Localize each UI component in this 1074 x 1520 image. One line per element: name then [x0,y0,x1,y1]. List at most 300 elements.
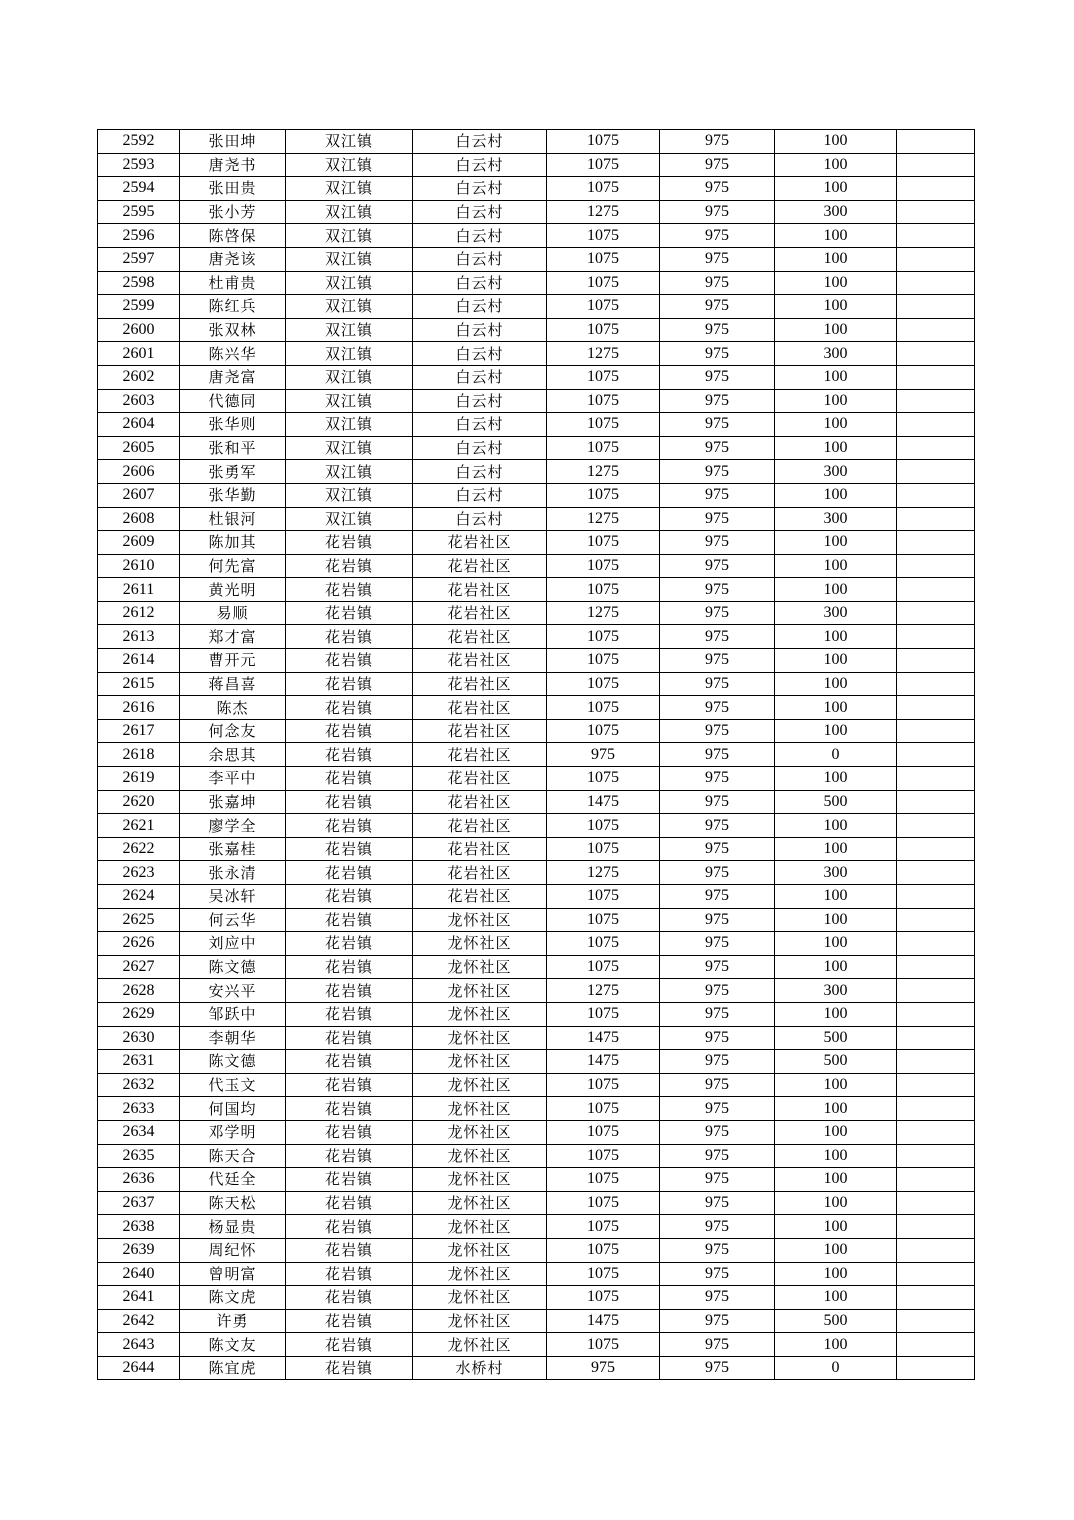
difference-cell: 500 [775,1026,897,1050]
amount-b-cell: 975 [660,861,775,885]
table-row [98,247,975,271]
table-row [98,460,975,484]
remark-cell [897,1262,975,1286]
remark-cell [897,743,975,767]
table-row [98,601,975,625]
difference-cell: 100 [775,1191,897,1215]
town-cell: 花岩镇 [286,837,413,861]
remark-cell [897,1002,975,1026]
amount-a-cell: 1075 [547,1120,660,1144]
table-row [98,1238,975,1262]
table-row [98,955,975,979]
remark-cell [897,1144,975,1168]
name-cell: 何先富 [180,554,286,578]
name-cell: 安兴平 [180,979,286,1003]
remark-cell [897,1333,975,1357]
amount-b-cell: 975 [660,578,775,602]
difference-cell: 100 [775,389,897,413]
town-cell: 双江镇 [286,295,413,319]
difference-cell: 100 [775,483,897,507]
remark-cell [897,389,975,413]
difference-cell: 100 [775,1120,897,1144]
difference-cell: 100 [775,1238,897,1262]
amount-a-cell: 1075 [547,436,660,460]
remark-cell [897,531,975,555]
amount-a-cell: 1075 [547,365,660,389]
amount-b-cell: 975 [660,1262,775,1286]
serial-number-cell: 2644 [98,1356,180,1380]
name-cell: 周纪怀 [180,1238,286,1262]
town-cell: 花岩镇 [286,1215,413,1239]
village-cell: 花岩社区 [413,861,547,885]
name-cell: 张田贵 [180,177,286,201]
amount-a-cell: 1075 [547,672,660,696]
name-cell: 何国均 [180,1097,286,1121]
remark-cell [897,861,975,885]
village-cell: 白云村 [413,460,547,484]
table-row [98,531,975,555]
town-cell: 花岩镇 [286,719,413,743]
amount-a-cell: 1475 [547,790,660,814]
difference-cell: 300 [775,200,897,224]
town-cell: 双江镇 [286,413,413,437]
table-row [98,1144,975,1168]
remark-cell [897,601,975,625]
amount-a-cell: 1075 [547,554,660,578]
town-cell: 花岩镇 [286,932,413,956]
town-cell: 花岩镇 [286,1309,413,1333]
town-cell: 花岩镇 [286,908,413,932]
remark-cell [897,365,975,389]
remark-cell [897,1191,975,1215]
difference-cell: 300 [775,507,897,531]
table-row [98,295,975,319]
village-cell: 龙怀社区 [413,1120,547,1144]
village-cell: 白云村 [413,365,547,389]
town-cell: 双江镇 [286,247,413,271]
difference-cell: 100 [775,1262,897,1286]
serial-number-cell: 2628 [98,979,180,1003]
remark-cell [897,507,975,531]
amount-a-cell: 1075 [547,224,660,248]
difference-cell: 100 [775,649,897,673]
village-cell: 龙怀社区 [413,1262,547,1286]
village-cell: 白云村 [413,507,547,531]
amount-a-cell: 1075 [547,719,660,743]
difference-cell: 300 [775,342,897,366]
remark-cell [897,932,975,956]
amount-a-cell: 1075 [547,130,660,154]
difference-cell: 100 [775,1073,897,1097]
village-cell: 龙怀社区 [413,979,547,1003]
amount-b-cell: 975 [660,743,775,767]
difference-cell: 100 [775,130,897,154]
name-cell: 张田坤 [180,130,286,154]
amount-b-cell: 975 [660,271,775,295]
difference-cell: 100 [775,814,897,838]
difference-cell: 100 [775,932,897,956]
amount-b-cell: 975 [660,1191,775,1215]
difference-cell: 100 [775,554,897,578]
village-cell: 花岩社区 [413,625,547,649]
difference-cell: 0 [775,743,897,767]
village-cell: 龙怀社区 [413,1097,547,1121]
amount-a-cell: 1075 [547,885,660,909]
serial-number-cell: 2609 [98,531,180,555]
roster-table [97,129,975,1380]
amount-a-cell: 1075 [547,247,660,271]
amount-b-cell: 975 [660,365,775,389]
village-cell: 龙怀社区 [413,908,547,932]
town-cell: 双江镇 [286,460,413,484]
table-row [98,790,975,814]
amount-a-cell: 1075 [547,1286,660,1310]
table-row [98,436,975,460]
village-cell: 白云村 [413,483,547,507]
table-row [98,1309,975,1333]
table-row [98,1191,975,1215]
amount-b-cell: 975 [660,295,775,319]
village-cell: 白云村 [413,247,547,271]
name-cell: 曹开元 [180,649,286,673]
amount-b-cell: 975 [660,507,775,531]
amount-b-cell: 975 [660,389,775,413]
table-row [98,389,975,413]
difference-cell: 500 [775,1309,897,1333]
amount-a-cell: 975 [547,743,660,767]
remark-cell [897,979,975,1003]
serial-number-cell: 2612 [98,601,180,625]
table-row [98,1215,975,1239]
table-row [98,979,975,1003]
village-cell: 龙怀社区 [413,1026,547,1050]
table-row [98,743,975,767]
village-cell: 白云村 [413,318,547,342]
town-cell: 花岩镇 [286,885,413,909]
amount-a-cell: 1075 [547,932,660,956]
table-row [98,1286,975,1310]
amount-b-cell: 975 [660,837,775,861]
amount-a-cell: 1275 [547,861,660,885]
amount-a-cell: 1075 [547,271,660,295]
amount-b-cell: 975 [660,460,775,484]
village-cell: 龙怀社区 [413,1002,547,1026]
table-row [98,1073,975,1097]
village-cell: 花岩社区 [413,885,547,909]
name-cell: 黄光明 [180,578,286,602]
serial-number-cell: 2633 [98,1097,180,1121]
amount-b-cell: 975 [660,625,775,649]
amount-b-cell: 975 [660,1356,775,1380]
village-cell: 白云村 [413,436,547,460]
remark-cell [897,672,975,696]
table-row [98,1120,975,1144]
amount-a-cell: 1475 [547,1050,660,1074]
town-cell: 双江镇 [286,200,413,224]
serial-number-cell: 2592 [98,130,180,154]
remark-cell [897,696,975,720]
serial-number-cell: 2626 [98,932,180,956]
amount-a-cell: 1075 [547,1215,660,1239]
name-cell: 陈宜虎 [180,1356,286,1380]
difference-cell: 100 [775,1286,897,1310]
amount-a-cell: 1075 [547,1002,660,1026]
amount-a-cell: 1275 [547,601,660,625]
serial-number-cell: 2610 [98,554,180,578]
difference-cell: 100 [775,672,897,696]
remark-cell [897,885,975,909]
remark-cell [897,908,975,932]
name-cell: 唐尧富 [180,365,286,389]
serial-number-cell: 2623 [98,861,180,885]
table-row [98,672,975,696]
table-row [98,153,975,177]
table-row [98,696,975,720]
serial-number-cell: 2641 [98,1286,180,1310]
name-cell: 曾明富 [180,1262,286,1286]
table-row [98,507,975,531]
difference-cell: 100 [775,365,897,389]
amount-a-cell: 1075 [547,814,660,838]
amount-b-cell: 975 [660,979,775,1003]
town-cell: 花岩镇 [286,672,413,696]
amount-b-cell: 975 [660,1215,775,1239]
town-cell: 双江镇 [286,389,413,413]
serial-number-cell: 2632 [98,1073,180,1097]
name-cell: 邓学明 [180,1120,286,1144]
serial-number-cell: 2598 [98,271,180,295]
serial-number-cell: 2615 [98,672,180,696]
serial-number-cell: 2631 [98,1050,180,1074]
remark-cell [897,767,975,791]
village-cell: 花岩社区 [413,719,547,743]
remark-cell [897,1286,975,1310]
amount-a-cell: 1075 [547,389,660,413]
remark-cell [897,1120,975,1144]
difference-cell: 300 [775,861,897,885]
amount-b-cell: 975 [660,554,775,578]
village-cell: 白云村 [413,271,547,295]
difference-cell: 100 [775,908,897,932]
serial-number-cell: 2608 [98,507,180,531]
amount-b-cell: 975 [660,790,775,814]
difference-cell: 100 [775,1097,897,1121]
serial-number-cell: 2618 [98,743,180,767]
town-cell: 花岩镇 [286,649,413,673]
amount-a-cell: 1075 [547,1073,660,1097]
amount-a-cell: 1075 [547,1262,660,1286]
difference-cell: 100 [775,436,897,460]
amount-a-cell: 1075 [547,1168,660,1192]
serial-number-cell: 2629 [98,1002,180,1026]
town-cell: 双江镇 [286,436,413,460]
remark-cell [897,342,975,366]
serial-number-cell: 2595 [98,200,180,224]
town-cell: 花岩镇 [286,1356,413,1380]
amount-b-cell: 975 [660,1238,775,1262]
remark-cell [897,1238,975,1262]
table-row [98,837,975,861]
serial-number-cell: 2639 [98,1238,180,1262]
name-cell: 陈天松 [180,1191,286,1215]
amount-b-cell: 975 [660,200,775,224]
name-cell: 陈红兵 [180,295,286,319]
village-cell: 白云村 [413,177,547,201]
amount-b-cell: 975 [660,130,775,154]
name-cell: 张小芳 [180,200,286,224]
town-cell: 双江镇 [286,153,413,177]
amount-a-cell: 1475 [547,1026,660,1050]
serial-number-cell: 2642 [98,1309,180,1333]
amount-a-cell: 1075 [547,696,660,720]
amount-a-cell: 1075 [547,955,660,979]
remark-cell [897,1026,975,1050]
town-cell: 双江镇 [286,318,413,342]
town-cell: 花岩镇 [286,1097,413,1121]
difference-cell: 100 [775,1333,897,1357]
amount-a-cell: 1075 [547,1191,660,1215]
remark-cell [897,130,975,154]
amount-b-cell: 975 [660,672,775,696]
village-cell: 花岩社区 [413,696,547,720]
amount-a-cell: 1075 [547,578,660,602]
table-row [98,130,975,154]
village-cell: 花岩社区 [413,814,547,838]
table-row [98,342,975,366]
town-cell: 花岩镇 [286,1002,413,1026]
difference-cell: 100 [775,413,897,437]
difference-cell: 300 [775,601,897,625]
serial-number-cell: 2593 [98,153,180,177]
serial-number-cell: 2634 [98,1120,180,1144]
town-cell: 花岩镇 [286,1120,413,1144]
serial-number-cell: 2594 [98,177,180,201]
village-cell: 龙怀社区 [413,1073,547,1097]
village-cell: 水桥村 [413,1356,547,1380]
difference-cell: 100 [775,318,897,342]
remark-cell [897,955,975,979]
difference-cell: 100 [775,1168,897,1192]
town-cell: 双江镇 [286,507,413,531]
difference-cell: 100 [775,295,897,319]
amount-b-cell: 975 [660,1309,775,1333]
amount-b-cell: 975 [660,1144,775,1168]
serial-number-cell: 2637 [98,1191,180,1215]
remark-cell [897,413,975,437]
name-cell: 易顺 [180,601,286,625]
amount-b-cell: 975 [660,1097,775,1121]
serial-number-cell: 2636 [98,1168,180,1192]
name-cell: 张华勤 [180,483,286,507]
amount-b-cell: 975 [660,436,775,460]
amount-a-cell: 1275 [547,460,660,484]
table-row [98,483,975,507]
amount-a-cell: 1075 [547,177,660,201]
table-row [98,932,975,956]
name-cell: 杨显贵 [180,1215,286,1239]
amount-b-cell: 975 [660,955,775,979]
village-cell: 龙怀社区 [413,1050,547,1074]
serial-number-cell: 2616 [98,696,180,720]
serial-number-cell: 2621 [98,814,180,838]
name-cell: 陈文德 [180,955,286,979]
amount-b-cell: 975 [660,696,775,720]
remark-cell [897,460,975,484]
remark-cell [897,318,975,342]
town-cell: 花岩镇 [286,625,413,649]
name-cell: 李朝华 [180,1026,286,1050]
village-cell: 白云村 [413,153,547,177]
amount-a-cell: 1075 [547,318,660,342]
amount-b-cell: 975 [660,719,775,743]
name-cell: 代德同 [180,389,286,413]
remark-cell [897,200,975,224]
table-row [98,885,975,909]
serial-number-cell: 2602 [98,365,180,389]
name-cell: 余思其 [180,743,286,767]
difference-cell: 100 [775,1215,897,1239]
town-cell: 花岩镇 [286,1026,413,1050]
serial-number-cell: 2619 [98,767,180,791]
amount-b-cell: 975 [660,1002,775,1026]
town-cell: 双江镇 [286,177,413,201]
amount-a-cell: 1275 [547,979,660,1003]
amount-a-cell: 1075 [547,1097,660,1121]
amount-b-cell: 975 [660,908,775,932]
table-row [98,1333,975,1357]
remark-cell [897,1097,975,1121]
serial-number-cell: 2625 [98,908,180,932]
town-cell: 花岩镇 [286,1168,413,1192]
serial-number-cell: 2630 [98,1026,180,1050]
name-cell: 郑才富 [180,625,286,649]
table-row [98,224,975,248]
remark-cell [897,271,975,295]
serial-number-cell: 2605 [98,436,180,460]
table-row [98,1356,975,1380]
amount-b-cell: 975 [660,1073,775,1097]
town-cell: 花岩镇 [286,861,413,885]
serial-number-cell: 2603 [98,389,180,413]
name-cell: 代玉文 [180,1073,286,1097]
remark-cell [897,1073,975,1097]
village-cell: 龙怀社区 [413,1333,547,1357]
town-cell: 花岩镇 [286,955,413,979]
remark-cell [897,1168,975,1192]
village-cell: 白云村 [413,224,547,248]
town-cell: 花岩镇 [286,790,413,814]
name-cell: 张嘉桂 [180,837,286,861]
village-cell: 花岩社区 [413,531,547,555]
serial-number-cell: 2614 [98,649,180,673]
amount-a-cell: 1275 [547,200,660,224]
name-cell: 张嘉坤 [180,790,286,814]
name-cell: 何云华 [180,908,286,932]
village-cell: 花岩社区 [413,649,547,673]
name-cell: 陈加其 [180,531,286,555]
amount-b-cell: 975 [660,649,775,673]
town-cell: 双江镇 [286,365,413,389]
name-cell: 廖学全 [180,814,286,838]
name-cell: 张和平 [180,436,286,460]
table-row [98,200,975,224]
village-cell: 花岩社区 [413,790,547,814]
village-cell: 白云村 [413,295,547,319]
difference-cell: 100 [775,531,897,555]
amount-b-cell: 975 [660,177,775,201]
remark-cell [897,153,975,177]
amount-b-cell: 975 [660,1026,775,1050]
